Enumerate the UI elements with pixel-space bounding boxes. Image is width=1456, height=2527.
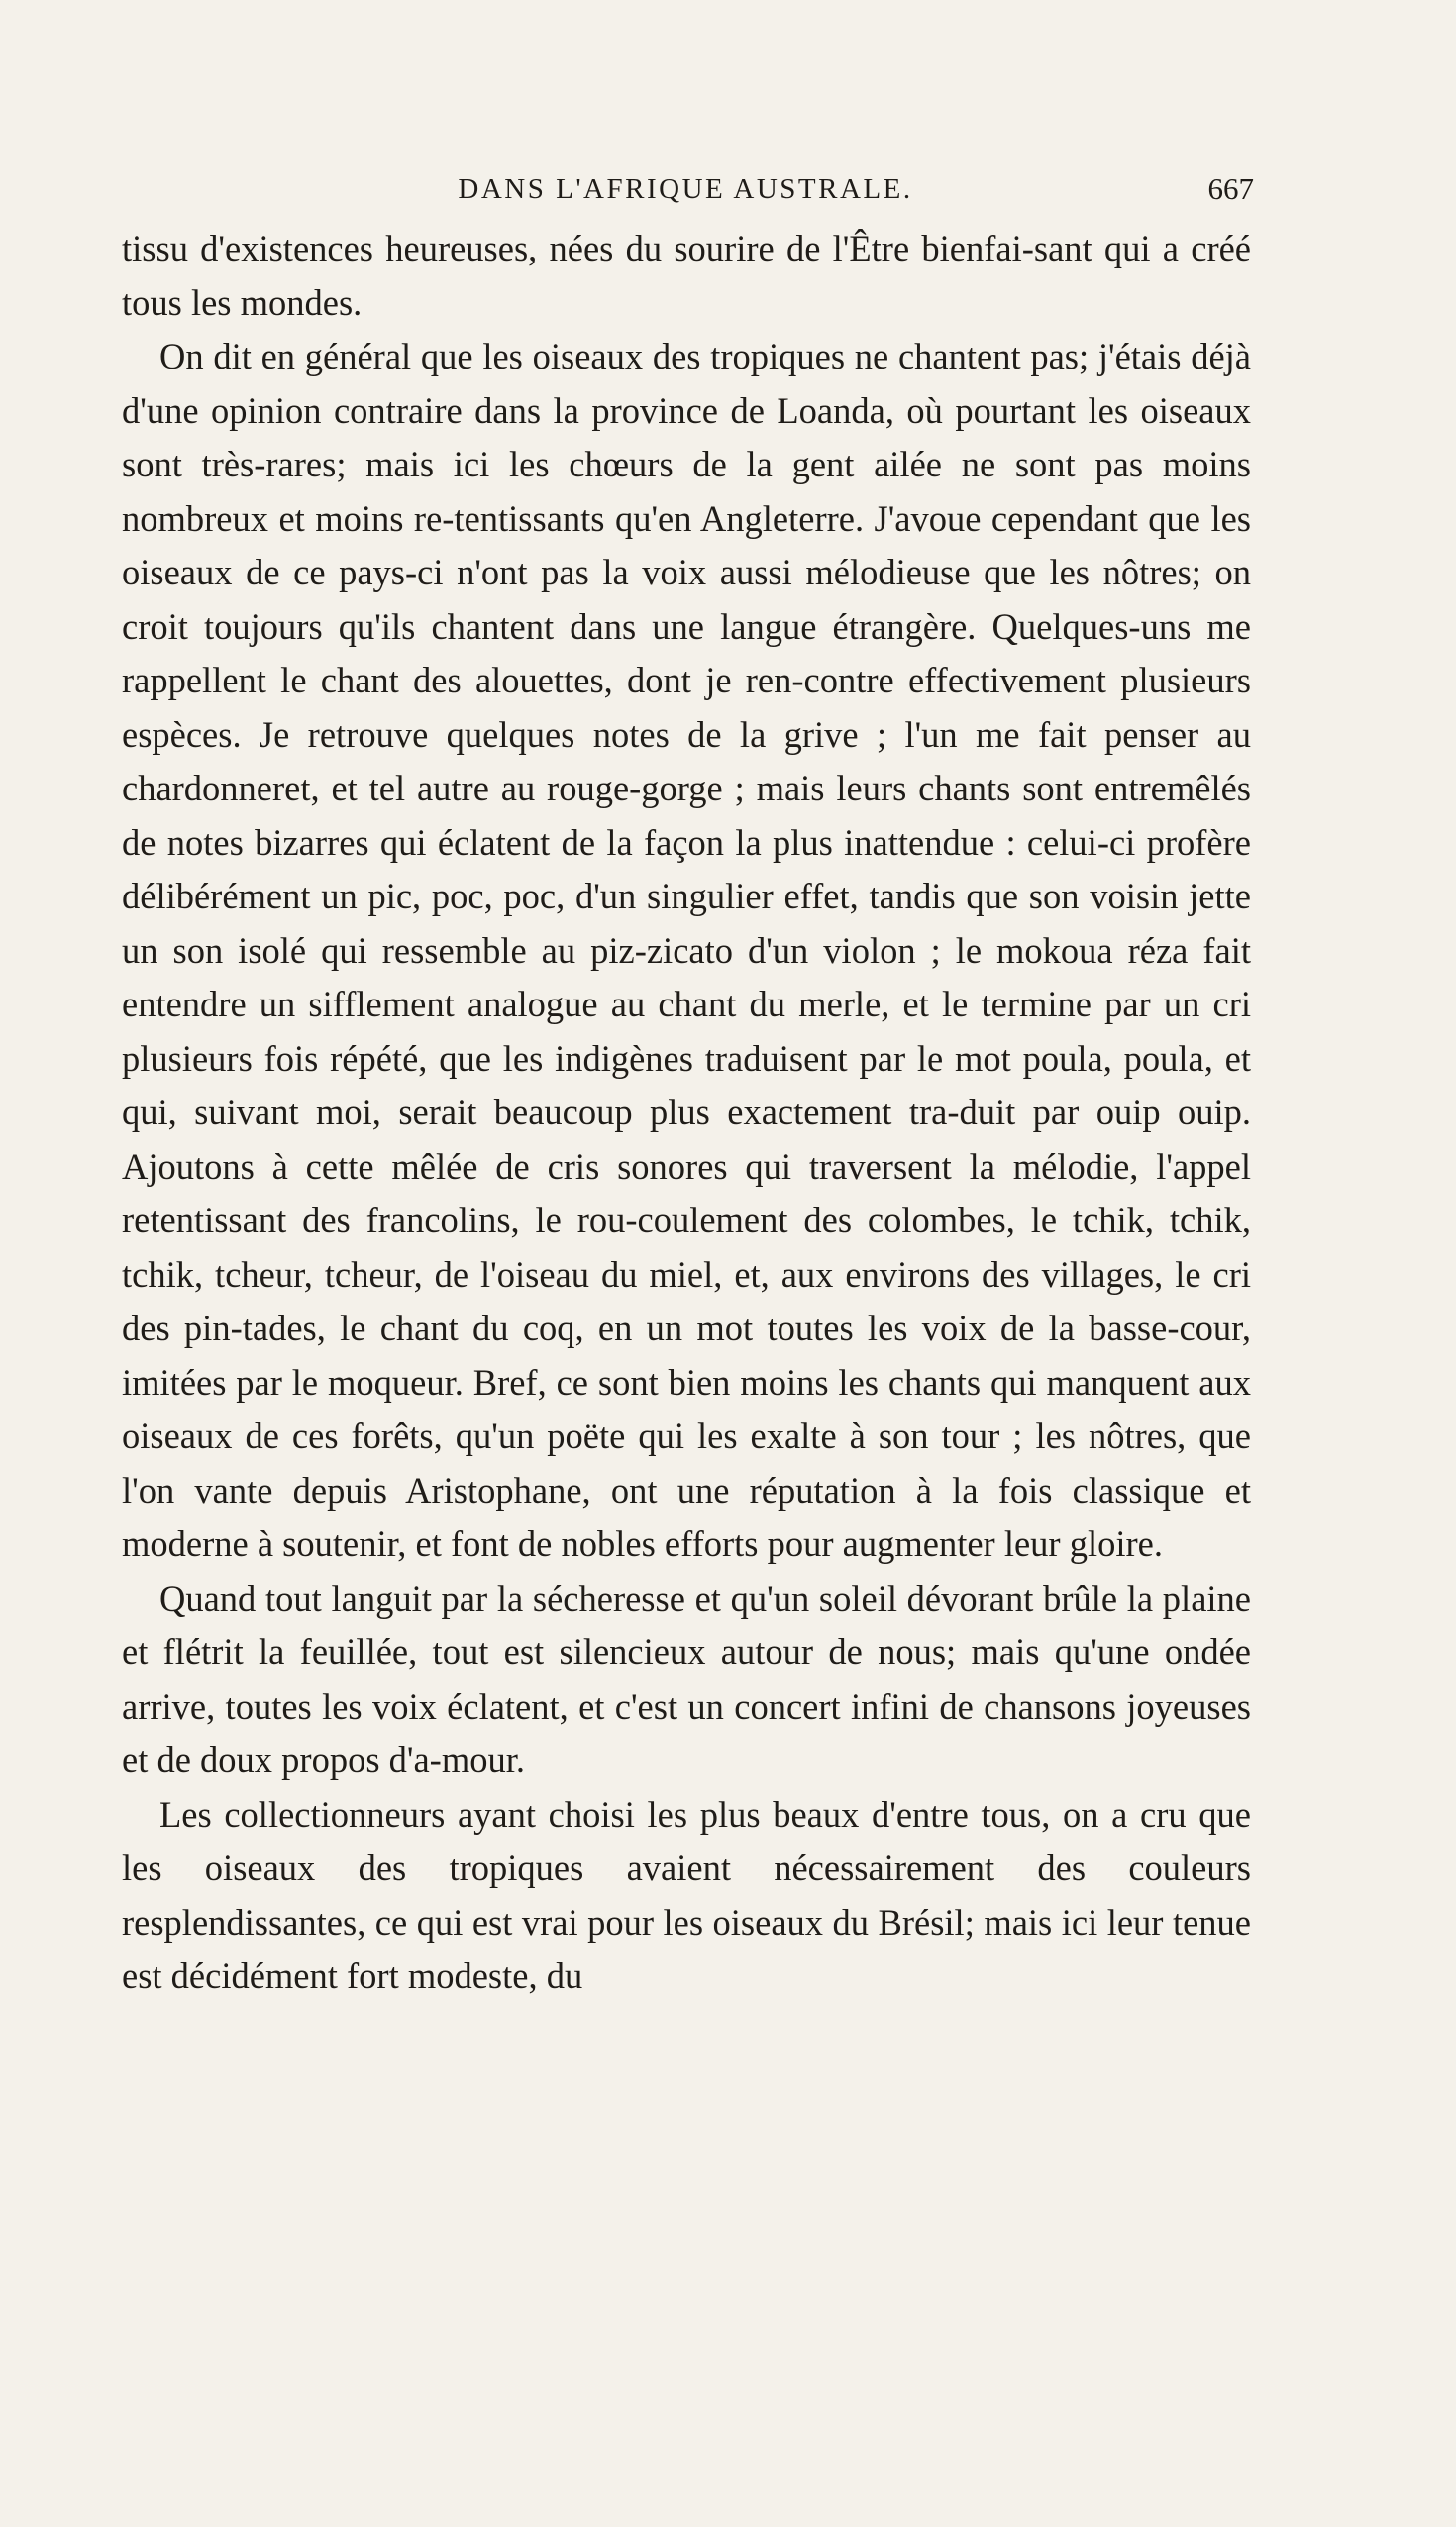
body-text xyxy=(122,222,1251,2004)
paragraph-collectors: Les collectionneurs ayant choisi les plus beaux d'entre tous, on a cru que les oiseaux des tropiques avaient nécessairement des couleurs resplendissantes, ce qui est vrai pour les oiseaux du Brésil; mais ici leur tenue est décidément fort modeste, du xyxy=(122,1793,1251,1996)
page-number: 667 xyxy=(1207,171,1254,206)
paragraph-birds-song: On dit en général que les oiseaux des tropiques ne chantent pas; j'étais déjà d'une opinion contraire dans la province de Loanda, où pourtant les oiseaux sont très-rares; mais ici les chœurs de la gent ailée ne sont pas moins nombreux et moins re-tentissants qu'en Angleterre. J'avoue cependant que les oiseaux de ce pays-ci n'ont pas la voix aussi mélodieuse que les nôtres; on croit toujours qu'ils chantent dans une langue étrangère. Quelques-uns me rappellent le chant des alouettes, dont je ren-contre effectivement plusieurs espèces. Je retrouve quelques notes de la grive ; l'un me fait penser au chardonneret, et tel autre au rouge-gorge ; mais leurs chants sont entremêlés de notes bizarres qui éclatent de la façon la plus inattendue : celui-ci profère délibérément un pic, poc, poc, d'un singulier effet, tandis que son voisin jette un son isolé qui ressemble au piz-zicato d'un violon ; le mokoua réza fait entendre un sifflement analogue au chant du merle, et le termine par un cri plusieurs fois répété, que les indigènes traduisent par le mot poula, poula, et qui, suivant moi, serait beaucoup plus exactement tra-duit par ouip ouip. Ajoutons à cette mêlée de cris sonores qui traversent la mélodie, l'appel retentissant des francolins, le rou-coulement des colombes, le tchik, tchik, tchik, tcheur, tcheur, de l'oiseau du miel, et, aux environs des villages, le cri des pin-tades, le chant du coq, en un mot toutes les voix de la basse-cour, imitées par le moqueur. Bref, ce sont bien moins les chants qui manquent aux oiseaux de ces forêts, qu'un poëte qui les exalte à son tour ; les nôtres, que l'on vante depuis Aristophane, ont une réputation à la fois classique et moderne à soutenir, et font de nobles efforts pour augmenter leur gloire. xyxy=(122,336,1251,1564)
running-title: DANS L'AFRIQUE AUSTRALE. xyxy=(458,173,913,205)
running-header xyxy=(117,164,1254,214)
paragraph-drought: Quand tout languit par la sécheresse et qu'un soleil dévorant brûle la plaine et flétrit la feuillée, tout est silencieux autour de nous; mais qu'une ondée arrive, toutes les voix éclatent, et c'est un concert infini de chansons joyeuses et de doux propos d'a-mour. xyxy=(122,1577,1251,1780)
paragraph-continuation: tissu d'existences heureuses, nées du sourire de l'Être bienfai-sant qui a créé tous les mondes. xyxy=(122,228,1251,323)
